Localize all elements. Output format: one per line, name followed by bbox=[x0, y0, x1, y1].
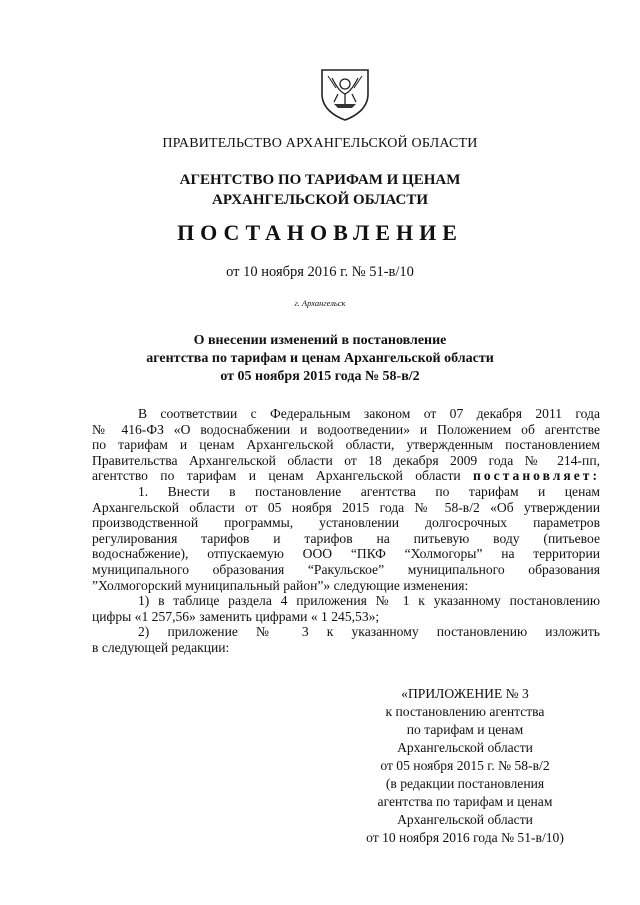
agency-title-line1: АГЕНТСТВО ПО ТАРИФАМ И ЦЕНАМ bbox=[179, 172, 461, 188]
paragraph-line: 1. Внести в постановление агентства по тарифам и ценам bbox=[138, 483, 600, 499]
appendix-line: к постановлению агентства bbox=[385, 704, 545, 719]
subject-line3: от 05 ноября 2015 года № 58-в/2 bbox=[220, 369, 420, 384]
appendix-line: по тарифам и ценам bbox=[406, 722, 524, 737]
paragraph-line: Архангельской области от 05 ноября 2015 года № 58-в/2 «Об утверждении bbox=[92, 499, 600, 515]
paragraph-line: Правительства Архангельской области от 18 декабря 2009 года № 214-пп, bbox=[92, 452, 600, 468]
document-subject bbox=[0, 332, 640, 386]
appendix-line: (в редакции постановления bbox=[385, 776, 545, 791]
appendix-line: от 10 ноября 2016 года № 51-в/10) bbox=[366, 830, 564, 845]
appendix-header bbox=[300, 685, 630, 847]
appendix-line: агентства по тарифам и ценам bbox=[377, 794, 553, 809]
appendix-line: Архангельской области bbox=[397, 812, 533, 827]
paragraph-line: регулирования тарифов и тарифов на питьевую воду (питьевое bbox=[92, 530, 600, 546]
paragraph-line bbox=[92, 468, 600, 484]
paragraph-line: 1) в таблице раздела 4 приложения № 1 к указанному постановлению bbox=[138, 593, 600, 609]
appendix-line: Архангельской области bbox=[397, 740, 533, 755]
subject-line1: О внесении изменений в постановление bbox=[193, 333, 447, 348]
document-type-title: ПОСТАНОВЛЕНИЕ bbox=[177, 220, 463, 245]
coat-of-arms-icon bbox=[316, 64, 374, 122]
resolves-word: постановляет: bbox=[473, 468, 601, 484]
paragraph-line: водоснабжение), отпускаемую ООО “ПКФ “Холмогоры” на территории bbox=[92, 546, 600, 562]
paragraph-line: муниципального образования “Ракульское” муниципального образования bbox=[92, 561, 600, 577]
paragraph-line: В соответствии с Федеральным законом от 07 декабря 2011 года bbox=[138, 406, 600, 421]
appendix-line: «ПРИЛОЖЕНИЕ № 3 bbox=[401, 686, 529, 701]
paragraph-line: в следующей редакции: bbox=[92, 639, 230, 655]
document-city: г. Архангельск bbox=[294, 298, 346, 308]
subject-line2: агентства по тарифам и ценам Архангельской области bbox=[146, 351, 494, 366]
paragraph-line: 2) приложение № 3 к указанному постановлению изложить bbox=[138, 624, 600, 640]
agency-title bbox=[0, 170, 640, 210]
document-date-number: от 10 ноября 2016 г. № 51-в/10 bbox=[226, 264, 414, 280]
appendix-line: от 05 ноября 2015 г. № 58-в/2 bbox=[380, 758, 550, 773]
paragraph-line: по тарифам и ценам Архангельской области, утвержденным постановлением bbox=[92, 437, 600, 453]
paragraph-text: агентство по тарифам и ценам Архангельской области bbox=[92, 468, 461, 484]
agency-title-line2: АРХАНГЕЛЬСКОЙ ОБЛАСТИ bbox=[212, 192, 428, 208]
paragraph-line: № 416-ФЗ «О водоснабжении и водоотведении» и Положением об агентстве bbox=[92, 421, 600, 437]
government-title: ПРАВИТЕЛЬСТВО АРХАНГЕЛЬСКОЙ ОБЛАСТИ bbox=[162, 136, 478, 151]
paragraph-line: цифры «1 257,56» заменить цифрами « 1 245,53»; bbox=[92, 608, 380, 624]
body-text bbox=[92, 406, 600, 656]
paragraph-line: производственной программы, установлении долгосрочных параметров bbox=[92, 515, 600, 531]
paragraph-line: ”Холмогорский муниципальный район”» следующие изменения: bbox=[92, 577, 469, 593]
